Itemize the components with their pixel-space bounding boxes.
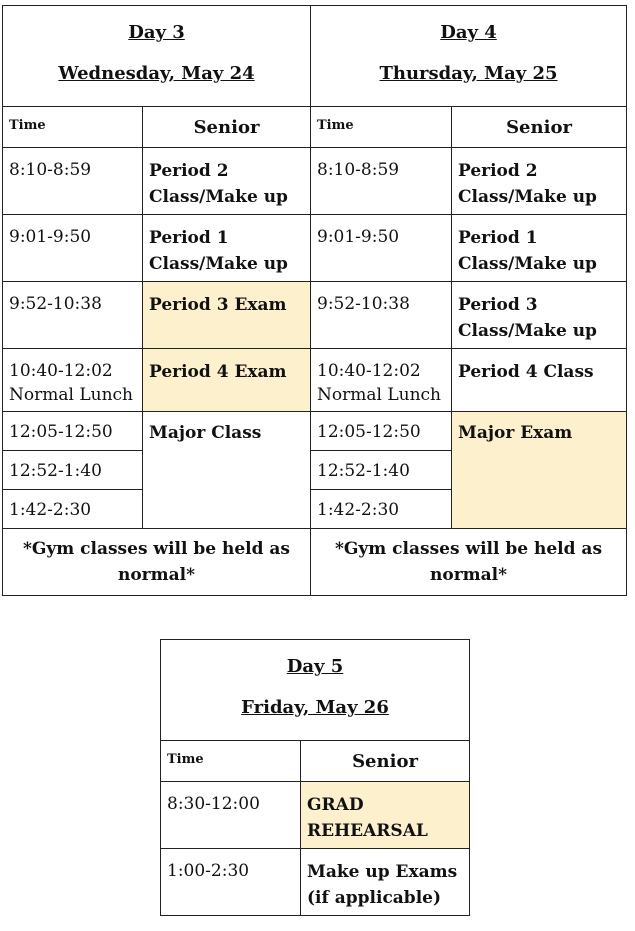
day4-time-cell: 12:05-12:50	[311, 412, 452, 451]
day5-time-header: Time	[161, 741, 301, 782]
day3-time-cell: 9:01-9:50	[3, 215, 143, 282]
day3-time-header: Time	[3, 107, 143, 148]
day5-grad-rehearsal-cell: GRAD REHEARSAL	[301, 782, 470, 849]
day4-lunch-note: Normal Lunch	[317, 385, 441, 405]
day4-header	[311, 6, 627, 107]
day4-activity-cell: Period 3 Class/Make up	[452, 282, 627, 349]
day3-gym-note: *Gym classes will be held as normal*	[3, 529, 311, 596]
day3-time-cell: 1:42-2:30	[3, 490, 143, 529]
day3-time-cell	[3, 349, 143, 412]
day3-senior-header: Senior	[143, 107, 311, 148]
day5-senior-header: Senior	[301, 741, 470, 782]
day5-header	[161, 640, 470, 741]
day4-senior-header: Senior	[452, 107, 627, 148]
day4-time-cell: 12:52-1:40	[311, 451, 452, 490]
day4-time-cell: 1:42-2:30	[311, 490, 452, 529]
day4-time-header: Time	[311, 107, 452, 148]
day4-title: Day 4	[440, 22, 497, 43]
day3-time-cell: 8:10-8:59	[3, 148, 143, 215]
day4-activity-cell: Period 4 Class	[452, 349, 627, 412]
day4-time-cell: 8:10-8:59	[311, 148, 452, 215]
day4-time-cell: 9:01-9:50	[311, 215, 452, 282]
schedule-day-5	[160, 639, 470, 916]
day4-time-cell	[311, 349, 452, 412]
table-row	[3, 412, 627, 451]
table-row	[3, 215, 627, 282]
day5-time-cell: 8:30-12:00	[161, 782, 301, 849]
day3-activity-cell: Period 1 Class/Make up	[143, 215, 311, 282]
day3-exam-cell: Period 3 Exam	[143, 282, 311, 349]
table-row	[161, 849, 470, 916]
day3-time-cell: 12:05-12:50	[3, 412, 143, 451]
day3-date: Wednesday, May 24	[58, 63, 255, 84]
day4-exam-cell: Major Exam	[452, 412, 627, 529]
day4-gym-note: *Gym classes will be held as normal*	[311, 529, 627, 596]
day5-activity-cell: Make up Exams (if applicable)	[301, 849, 470, 916]
table-row	[3, 148, 627, 215]
table-row	[3, 282, 627, 349]
day3-lunch-note: Normal Lunch	[9, 385, 133, 405]
table-row	[3, 349, 627, 412]
day3-activity-cell: Major Class	[143, 412, 311, 529]
day3-time-cell: 9:52-10:38	[3, 282, 143, 349]
day4-activity-cell: Period 2 Class/Make up	[452, 148, 627, 215]
day4-time-cell: 9:52-10:38	[311, 282, 452, 349]
day3-time-value: 10:40-12:02	[9, 361, 113, 381]
day5-title: Day 5	[286, 656, 344, 677]
day3-activity-cell: Period 2 Class/Make up	[143, 148, 311, 215]
day5-date: Friday, May 26	[241, 697, 389, 718]
day4-activity-cell: Period 1 Class/Make up	[452, 215, 627, 282]
day3-time-cell: 12:52-1:40	[3, 451, 143, 490]
day3-exam-cell: Period 4 Exam	[143, 349, 311, 412]
day3-title: Day 3	[128, 22, 185, 43]
day4-date: Thursday, May 25	[379, 63, 558, 84]
day3-header	[3, 6, 311, 107]
schedule-days-3-4	[2, 5, 627, 596]
day4-time-value: 10:40-12:02	[317, 361, 421, 381]
table-row	[161, 782, 470, 849]
day5-time-cell: 1:00-2:30	[161, 849, 301, 916]
